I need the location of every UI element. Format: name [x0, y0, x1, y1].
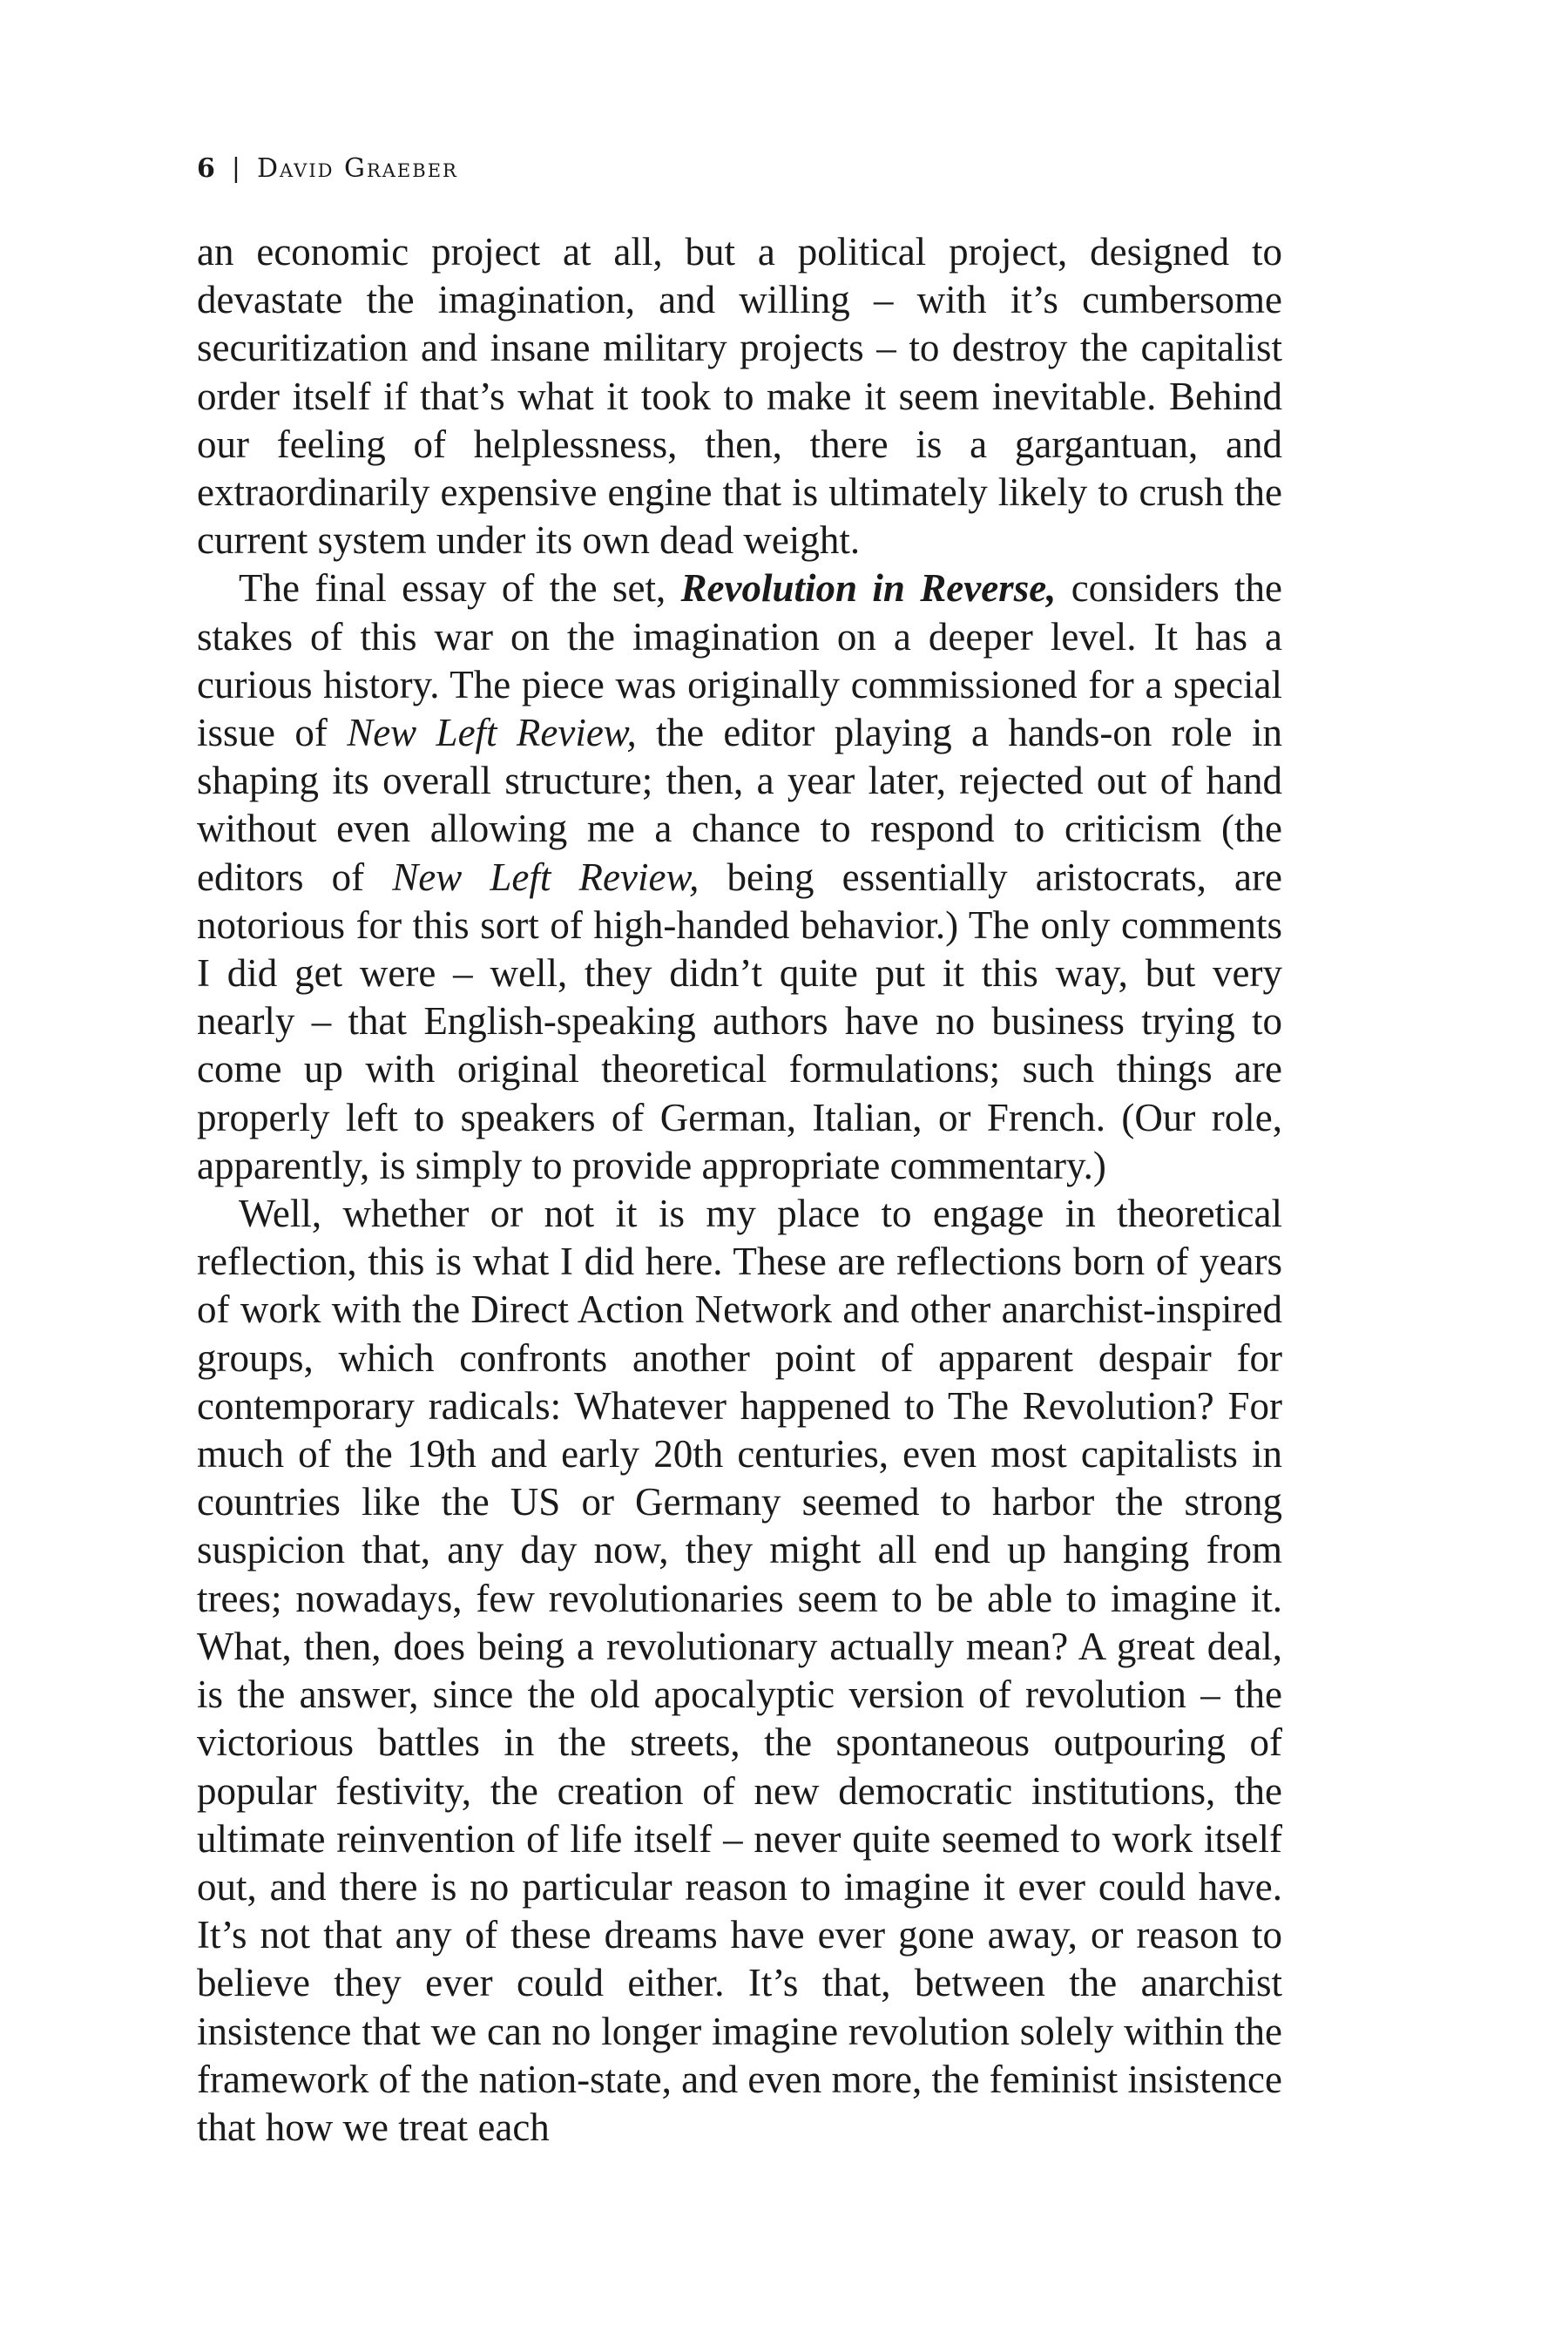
paragraph-2-text: The final essay of the set,: [239, 566, 681, 611]
paragraph-3: Well, whether or not it is my place to engage in theoretical reflection, this is what I did here. These are reflections born of years of work with the Direct Action Network and other anarchist-inspired groups, which confronts another point of apparent despair for contemporary radicals: Whatever happened to The Revolution? For much of the 19th and early 20th centuries, even most capitalists in countries like the US or Germany seemed to harbor the strong suspicion that, any day now, they might all end up hanging from trees; nowadays, few revolutionaries seem to be able to imagine it. What, then, does being a revolutionary actually mean? A great deal, is the answer, since the old apocalyptic version of revolution – the victorious battles in the streets, the spontaneous outpouring of popular festivity, the creation of new democratic institutions, the ultimate reinvention of life itself – never quite seemed to work itself out, and there is no particular reason to imagine it ever could have. It’s not that any of these dreams have ever gone away, or reason to believe they ever could either. It’s that, between the anarchist insistence that we can no longer imagine revolution solely within the framework of the nation-state, and even more, the feminist insistence that how we treat each: [197, 1192, 1282, 2149]
paragraph-1: an economic project at all, but a political project, designed to devastate the imagination, and willing – with it’s cumbersome securitization and insane military projects – to destroy the capitalist order itself if that’s what it took to make it seem inevitable. Behind our feeling of helplessness, then, there is a gargantuan, and extraordinarily expensive engine that is ultimately likely to crush the current system under its own dead weight.: [197, 230, 1282, 563]
running-head-author: David Graeber: [256, 153, 458, 184]
running-head: [197, 153, 458, 184]
paragraph-2-text: being essentially aristocrats, are notorious for this sort of high-handed behavior.) The only comments I did get were – well, they didn’t quite put it this way, but very nearly – that English-speaking authors have no business trying to come up with original theoretical formulations; such things are properly left to speakers of German, Italian, or French. (Our role, apparently, is simply to provide appropriate commentary.): [197, 855, 1282, 1187]
paragraph-2-text: the editor playing a hands-on role in shaping its overall structure; then, a year later, rejected out of hand without even allowing me a chance to respond to criticism (the editors of: [197, 711, 1282, 899]
header-separator: |: [231, 153, 241, 184]
page-number: 6: [197, 153, 216, 184]
paragraph-2-text: considers the stakes of this war on the imagination on a deeper level. It has a curious history. The piece was originally commissioned for a special issue of: [197, 566, 1283, 755]
journal-title-new-left-review: New Left Review,: [392, 855, 700, 899]
essay-title-revolution-in-reverse: Revolution in Reverse,: [680, 566, 1057, 611]
paragraph-2: [197, 564, 1282, 1190]
body-text: [197, 228, 1282, 2152]
journal-title-new-left-review: New Left Review,: [347, 711, 637, 755]
